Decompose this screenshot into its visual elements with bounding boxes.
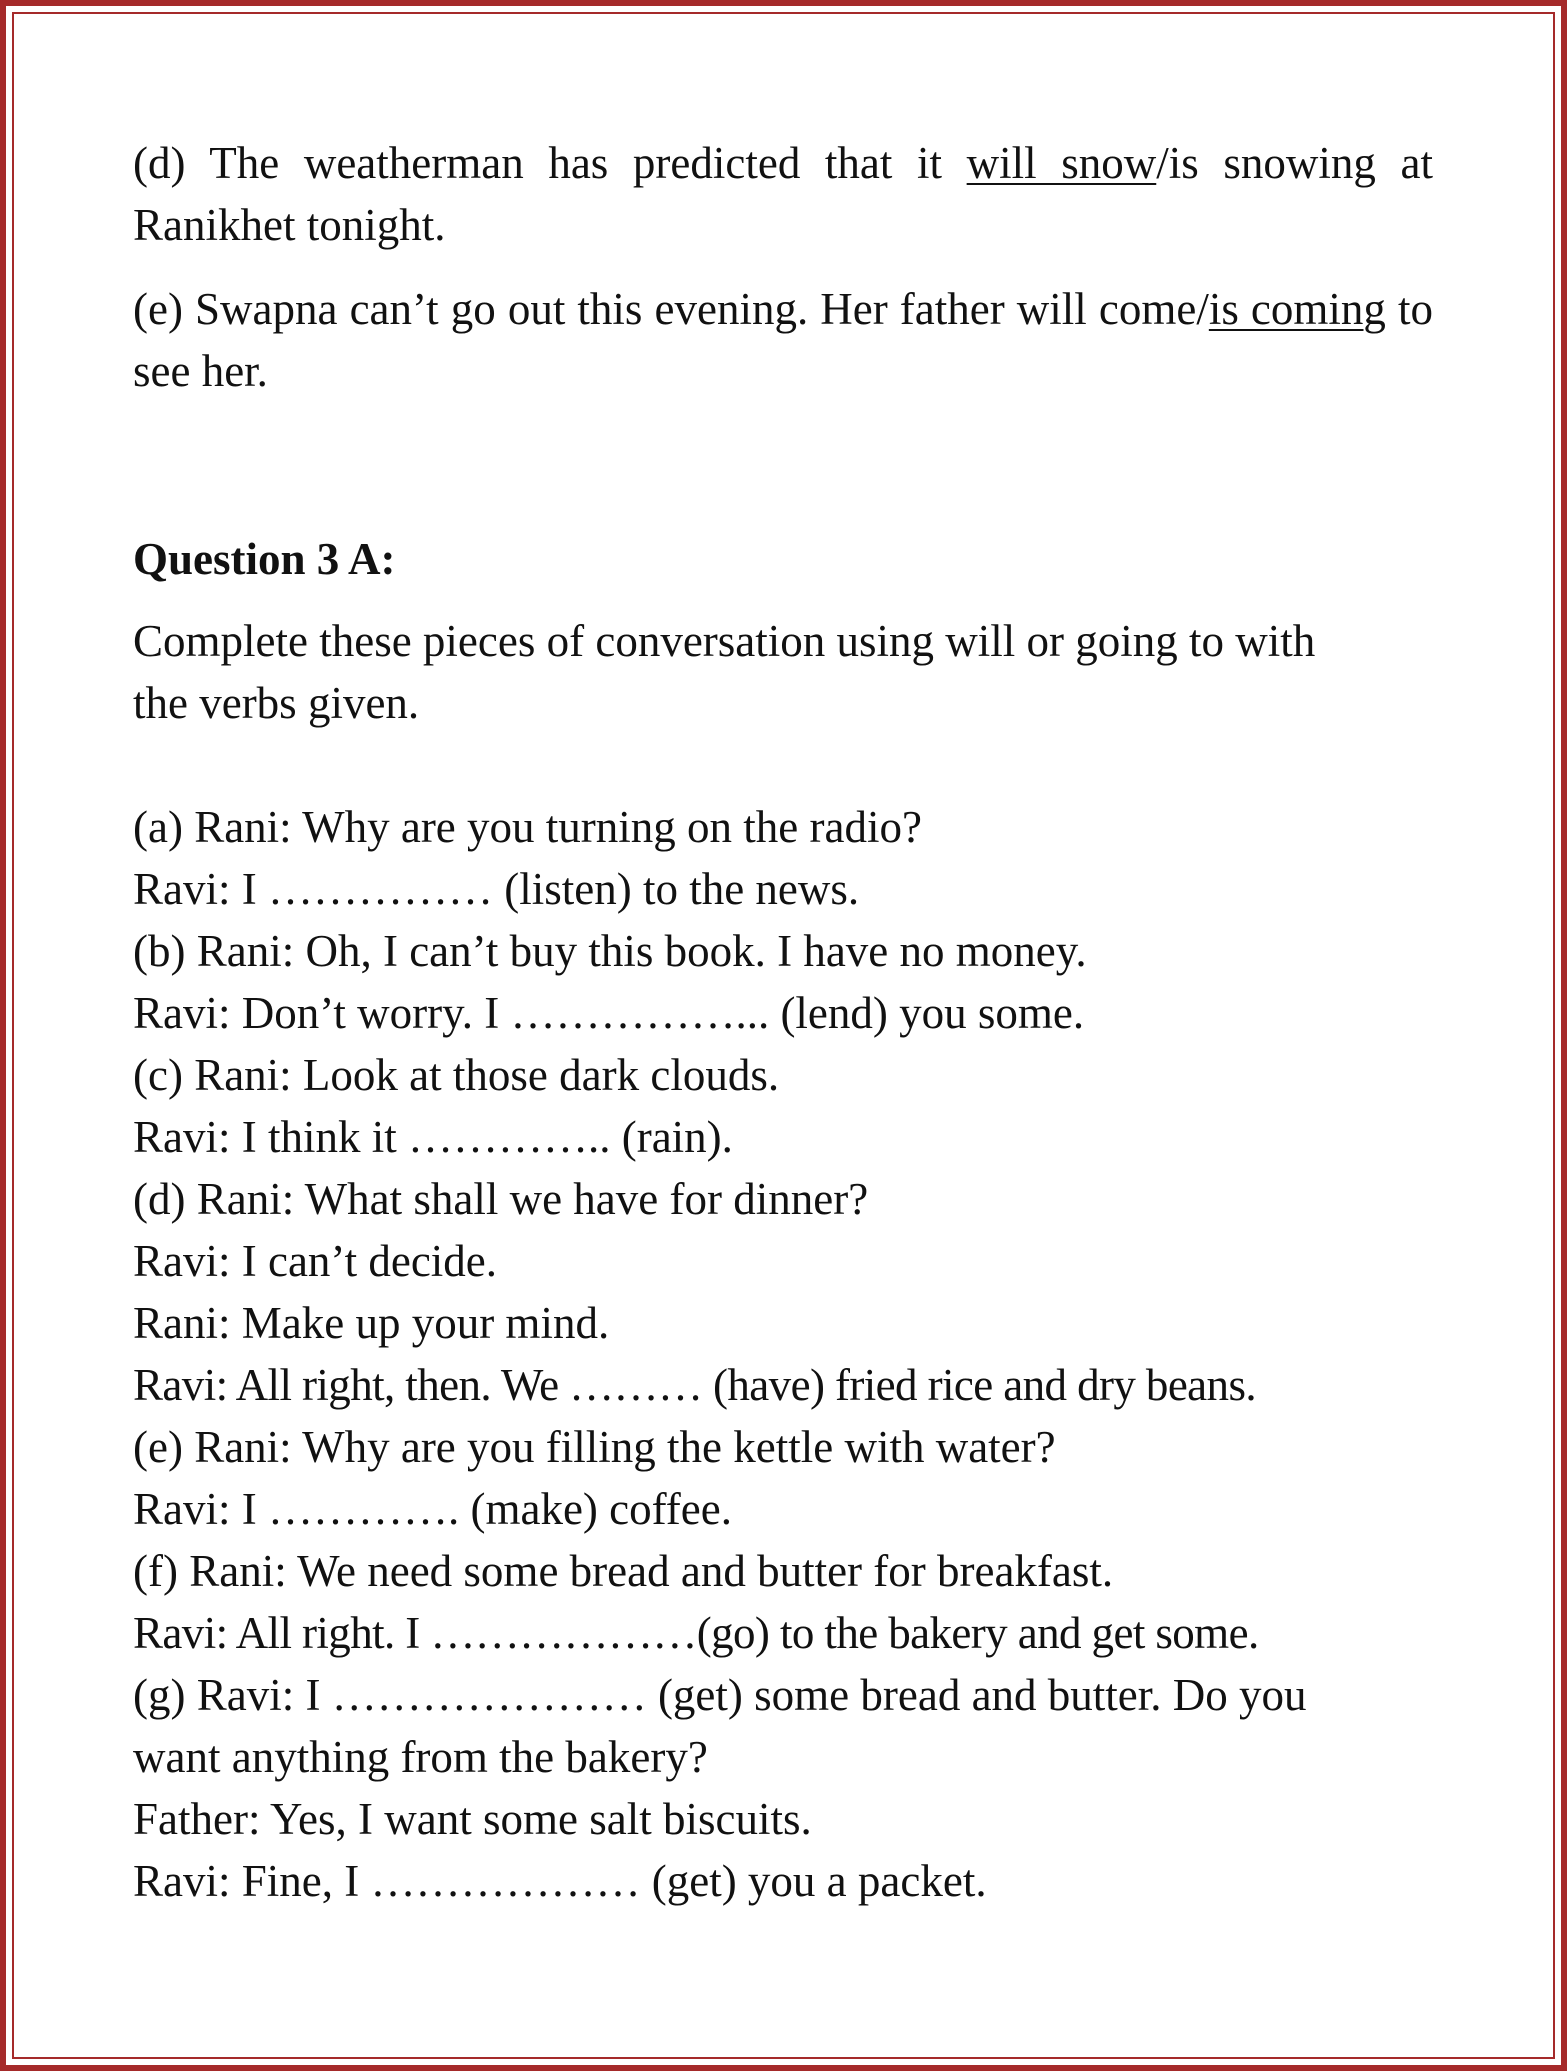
answer-d-before: (d) The weatherman has predicted that it [133,138,967,188]
answer-e [133,278,1433,402]
answer-e-after: to see her. [133,284,1433,396]
answer-d-after: /is snowing at Ranikhet tonight. [133,138,1433,250]
document-content [133,132,1433,1912]
dialogue-line: Ravi: I …………. (make) coffee. [133,1484,732,1534]
dialogue-line: Rani: Make up your mind. [133,1298,610,1348]
answer-d [133,132,1433,256]
answer-d-underlined: will snow [966,138,1157,188]
dialogue-line: (f) Rani: We need some bread and butter for breakfast. [133,1546,1114,1596]
answer-e-before: (e) Swapna can’t go out this evening. Her father will come/ [133,284,1209,334]
dialogue-line: Ravi: I can’t decide. [133,1236,498,1286]
dialogue-line: Father: Yes, I want some salt biscuits. [133,1794,812,1844]
dialogue-line: (d) Rani: What shall we have for dinner? [133,1174,869,1224]
dialogue-line: (b) Rani: Oh, I can’t buy this book. I have no money. [133,926,1087,976]
dialogue-line: (a) Rani: Why are you turning on the radio? [133,802,922,852]
dialogue-line: Ravi: I think it ………….. (rain). [133,1112,733,1162]
dialogue-line: Ravi: I …………… (listen) to the news. [133,864,860,914]
dialogue-line: Ravi: Don’t worry. I ……………... (lend) you some. [133,988,1085,1038]
dialogue-list [133,796,1433,1912]
dialogue-line: (g) Ravi: I ………………… (get) some bread and butter. Do you want anything from the bakery? [133,1670,1307,1782]
question-heading: Question 3 A: [133,534,396,584]
question-instructions: Complete these pieces of conversation using will or going to with the verbs given. [133,616,1316,728]
dialogue-line: Ravi: All right. I ………………(go) to the bakery and get some. [133,1608,1259,1658]
dialogue-line: (c) Rani: Look at those dark clouds. [133,1050,780,1100]
dialogue-line: Ravi: Fine, I ……………… (get) you a packet. [133,1856,987,1906]
dialogue-line: (e) Rani: Why are you filling the kettle with water? [133,1422,1056,1472]
answer-e-underlined: is coming [1208,284,1386,334]
dialogue-line: Ravi: All right, then. We ……… (have) fried rice and dry beans. [133,1360,1257,1410]
